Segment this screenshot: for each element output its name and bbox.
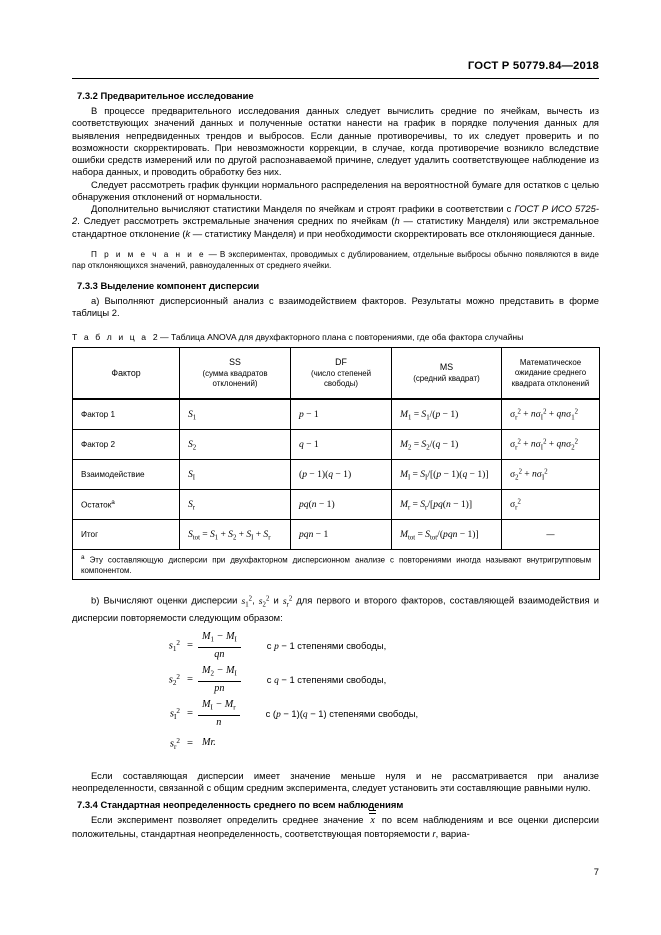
- symbol-k: k: [185, 227, 191, 239]
- footnote-marker-ref: a: [81, 554, 85, 562]
- cell-ms: $M_r = S_r/[pq(n - 1)]$: [392, 490, 502, 520]
- table-row: [73, 460, 600, 490]
- cell-factor: Фактор 2: [73, 430, 180, 460]
- fraction-numerator: $M_1 - M_I$: [201, 631, 237, 644]
- equation-fraction: [198, 631, 241, 661]
- cell-ems: $\sigma_2^2 + n\sigma_I^2$: [502, 460, 600, 490]
- page-number: 7: [593, 866, 599, 877]
- paragraph-7-3-3-a: a) Выполняют дисперсионный анализ с взаимодействием факторов. Результаты можно представить в форме таблицы 2.: [72, 294, 599, 318]
- column-header-ems: Математическое ожидание среднего квадрата отклонений: [502, 348, 600, 400]
- cell-ss: $S_I$: [180, 460, 291, 490]
- equation-rhs: [198, 737, 220, 750]
- anova-table: [72, 347, 600, 580]
- paragraph-7-3-2-3: [72, 203, 599, 240]
- paragraph-after-equations: Если составляющая дисперсии имеет значение меньше нуля и не рассматривается при анализе неопределенности, связанной с общим средним эксперимента, следует установить эти составляющие равными нулю.: [72, 769, 599, 793]
- mandel-text-d: — статистику Манделя) и при необходимости скорректировать все отклоняющиеся данные.: [190, 227, 595, 239]
- equation-fraction: [198, 665, 241, 695]
- paragraph-7-3-4-1: [72, 814, 599, 840]
- fraction-denominator: pn: [198, 681, 241, 695]
- equation-si: [72, 697, 599, 731]
- cell-ms: $M_1 = S_1/(p - 1)$: [392, 399, 502, 430]
- cell-df: p − 1: [291, 399, 392, 430]
- cell-ms: $M_2 = S_2/(q - 1)$: [392, 430, 502, 460]
- cell-df: pqn − 1: [291, 520, 392, 550]
- variance-text-a: b) Вычисляют оценки дисперсии: [91, 594, 242, 606]
- fraction-denominator: qn: [198, 647, 241, 661]
- paragraph-7-3-3-b: b) Вычисляют оценки дисперсии $s_1^2$, $s_2^2$ и $s_r^2$ для первого и второго факторов, составляющей взаимодействия и дисперсии повторяемости следующим образом:: [72, 594, 599, 623]
- paragraph-7-3-2-2: Следует рассмотреть график функции нормального распределения на вероятностной бумаге для остатков с целью обнаружения отклонений от нормальности.: [72, 178, 599, 202]
- page-content: [72, 90, 599, 840]
- section-heading-7-3-2: 7.3.2 Предварительное исследование: [77, 90, 254, 101]
- mean-text-c: , вариа-: [435, 827, 470, 839]
- cell-ems: —: [502, 520, 600, 550]
- symbol-h: h: [394, 215, 400, 227]
- cell-ss: $S_{tot} = S_1 + S_2 + S_I + S_r$: [180, 520, 291, 550]
- standard-title: ГОСТ Р 50779.84—2018: [467, 60, 599, 72]
- cell-ss: $S_r$: [180, 490, 291, 520]
- mean-text-b: по всем наблюдениям и все оценки дисперсии положительны, стандартная неопределенность, соответствующая повторяемости: [72, 814, 600, 839]
- mandel-text-a: Дополнительно вычисляют статистики Манделя по ячейкам и строят графики в соответствии с: [91, 203, 515, 214]
- note-block: [72, 249, 599, 271]
- equation-s1: [72, 629, 599, 663]
- equation-lhs: $s_I^2$: [169, 706, 180, 721]
- table-row: [73, 490, 600, 520]
- equation-lhs: $s_2^2$: [168, 672, 180, 687]
- cell-ms: $M_I = S_I/[(p - 1)(q - 1)]$: [392, 460, 502, 490]
- column-header-ms: MS (средний квадрат): [392, 348, 502, 400]
- cell-factor: Остаток$^a$: [73, 490, 180, 520]
- variance-text-b: для первого и второго факторов, составляющей взаимодействия и дисперсии повторяемости следующим образом:: [72, 594, 599, 623]
- equation-fraction: [198, 699, 240, 729]
- equals-sign: =: [187, 674, 193, 686]
- equation-block: [72, 629, 599, 757]
- cell-ss: $S_1$: [180, 399, 291, 430]
- table-caption: [72, 332, 599, 343]
- table-caption-number: 2: [152, 332, 158, 343]
- mandel-text-b: . Следует рассмотреть экстремальные значения средних по ячейкам (: [77, 215, 395, 227]
- section-heading-7-3-4: 7.3.4 Стандартная неопределенность среднего по всем наблюдениям: [77, 799, 404, 811]
- cell-ems: $\sigma_r^2 + n\sigma_I^2 + qn\sigma_2^2$: [502, 430, 600, 460]
- equation-value: Mr.: [201, 737, 216, 749]
- equation-tail: с p − 1 степенями свободы,: [266, 639, 387, 652]
- equation-lhs: $s_1^2$: [168, 638, 180, 653]
- cell-ss: $S_2$: [180, 430, 291, 460]
- note-label: П р и м е ч а н и е: [91, 249, 206, 259]
- table-footnote: [73, 550, 600, 580]
- table-footnote-row: [73, 550, 600, 580]
- equation-tail: с q − 1 степенями свободы,: [266, 673, 387, 686]
- section-heading-7-3-3: 7.3.3 Выделение компонент дисперсии: [77, 279, 260, 291]
- symbol-r: r: [432, 827, 436, 839]
- reference-gost-5725-2: ГОСТ Р ИСО 5725-2: [72, 203, 599, 227]
- equals-sign: =: [187, 640, 193, 652]
- cell-df: pq(n − 1): [291, 490, 392, 520]
- fraction-numerator: $M_2 - M_I$: [201, 665, 237, 678]
- fraction-denominator: n: [198, 715, 240, 729]
- column-header-df: DF (число степеней свободы): [291, 348, 392, 400]
- mandel-text-c: — статистику Манделя) или экстремальное стандартное отклонение (: [72, 215, 599, 239]
- paragraph-7-3-2-1: В процессе предварительного исследования данных следует вычислить средние по ячейкам, вычесть из соответствующих значений данных и полученные остатки нанести на график в порядке получения данных для выявления непредвиденных трендов и выбросов. Если данные противоречивы, то их следует проверить и по возможности скорректировать. При невозможности коррекции, в случае, когда противоречие возникло вследствие ошибки средств измерений или по другой распознаваемой причине, следует удалить соответствующее наблюдение из набора данных, и проводить обработку без них.: [72, 105, 599, 178]
- cell-ms: $M_{tot} = S_{tot}/(pqn - 1)$]: [392, 520, 502, 550]
- header-rule: [72, 78, 599, 79]
- cell-df: q − 1: [291, 430, 392, 460]
- table-row: [73, 430, 600, 460]
- equals-sign: =: [187, 708, 193, 720]
- cell-factor: Взаимодействие: [73, 460, 180, 490]
- equation-s2: [72, 663, 599, 697]
- column-header-factor: Фактор: [73, 348, 180, 400]
- table-header-row: [73, 348, 600, 400]
- equation-lhs: $s_r^2$: [169, 736, 180, 751]
- equation-tail: с (p − 1)(q − 1) степенями свободы,: [265, 707, 419, 720]
- note-text: — В экспериментах, проводимых с дублированием, отдельные выбросы обычно появляются в виде пар отклоняющихся значений, равноудаленных от среднего ячейки.: [72, 249, 599, 270]
- column-header-ss: SS (сумма квадратов отклонений): [180, 348, 291, 400]
- symbol-x-double-bar: x: [370, 815, 375, 827]
- table-row: [73, 399, 600, 430]
- cell-ems: $\sigma_r^2 + n\sigma_I^2 + qn\sigma_1^2$: [502, 399, 600, 430]
- cell-factor: Фактор 1: [73, 399, 180, 430]
- footnote-marker: a: [111, 499, 115, 507]
- footnote-text: Эту составляющую дисперсии при двухфакторном дисперсионном анализе с повторениями иногда называют внутригрупповым компонентом.: [81, 555, 591, 576]
- cell-factor: Итог: [73, 520, 180, 550]
- page-header: [72, 56, 599, 78]
- cell-ems: $\sigma_r^2$: [502, 490, 600, 520]
- table-row: [73, 520, 600, 550]
- table-caption-label: Т а б л и ц а: [72, 332, 149, 343]
- equals-sign: =: [187, 738, 193, 750]
- cell-df: (p − 1)(q − 1): [291, 460, 392, 490]
- equation-sr: [72, 731, 599, 757]
- fraction-numerator: $M_I - M_r$: [201, 699, 236, 712]
- table-caption-text: — Таблица ANOVA для двухфакторного плана с повторениями, где оба фактора случайны: [157, 332, 524, 343]
- mean-text-a: Если эксперимент позволяет определить среднее значение: [91, 814, 369, 826]
